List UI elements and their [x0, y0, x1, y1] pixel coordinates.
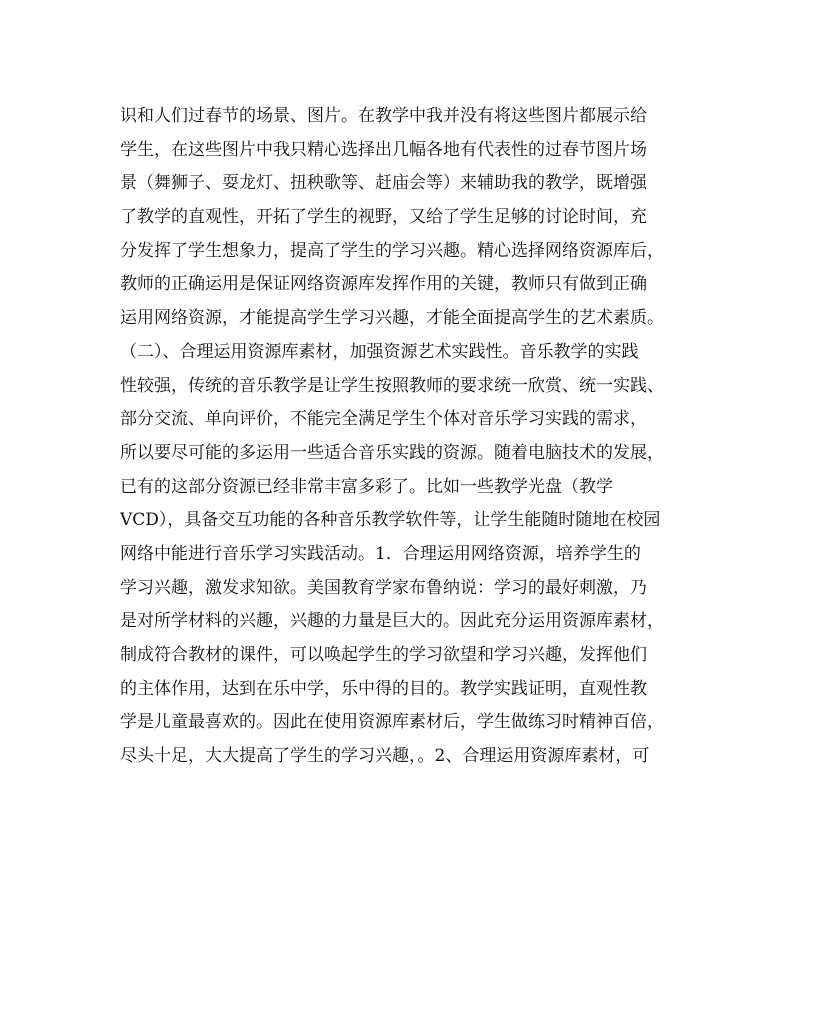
text-line: 已有的这部分资源已经非常丰富多彩了。比如一些教学光盘（教学 — [120, 476, 613, 497]
text-line: 学是儿童最喜欢的。因此在使用资源库素材后，学生做练习时精神百倍， — [120, 712, 664, 733]
text-line: 网络中能进行音乐学习实践活动。1．合理运用网络资源，培养学生的 — [120, 543, 641, 564]
text-line: 是对所学材料的兴趣，兴趣的力量是巨大的。因此充分运用资源库素材， — [120, 611, 664, 632]
text-line: 教师的正确运用是保证网络资源库发挥作用的关键，教师只有做到正确 — [120, 274, 647, 295]
text-line: 识和人们过春节的场景、图片。在教学中我并没有将这些图片都展示给 — [120, 106, 647, 126]
text-line: 性较强，传统的音乐教学是让学生按照教师的要求统一欣赏、统一实践、 — [120, 375, 664, 396]
text-line: 的主体作用，达到在乐中学，乐中得的目的。教学实践证明，直观性教 — [120, 678, 647, 699]
text-line: 景（舞狮子、耍龙灯、扭秧歌等、赶庙会等）来辅助我的教学，既增强 — [120, 173, 647, 194]
text-line: 学习兴趣，激发求知欲。美国教育学家布鲁纳说：学习的最好刺激，乃 — [120, 577, 647, 598]
text-line: （二）、合理运用资源库素材，加强资源艺术实践性。音乐教学的实践 — [120, 341, 639, 362]
text-line: 部分交流、单向评价，不能完全满足学生个体对音乐学习实践的需求， — [120, 409, 647, 430]
text-line: VCD），具备交互功能的各种音乐教学软件等，让学生能随时随地在校园 — [120, 510, 661, 531]
text-line: 所以要尽可能的多运用一些适合音乐实践的资源。随着电脑技术的发展， — [120, 442, 664, 463]
text-line: 尽头十足，大大提高了学生的学习兴趣，。2、合理运用资源库素材，可 — [120, 746, 650, 767]
text-line: 分发挥了学生想象力，提高了学生的学习兴趣。精心选择网络资源库后， — [120, 240, 664, 261]
body-text — [120, 100, 700, 774]
text-line: 制成符合教材的课件，可以唤起学生的学习欲望和学习兴趣，发挥他们 — [120, 645, 647, 665]
text-line: 学生，在这些图片中我只精心选择出几幅各地有代表性的过春节图片场 — [120, 139, 647, 160]
text-line: 了教学的直观性，开拓了学生的视野，又给了学生足够的讨论时间，充 — [120, 207, 647, 228]
text-line: 运用网络资源，才能提高学生学习兴趣，才能全面提高学生的艺术素质。 — [120, 308, 664, 329]
